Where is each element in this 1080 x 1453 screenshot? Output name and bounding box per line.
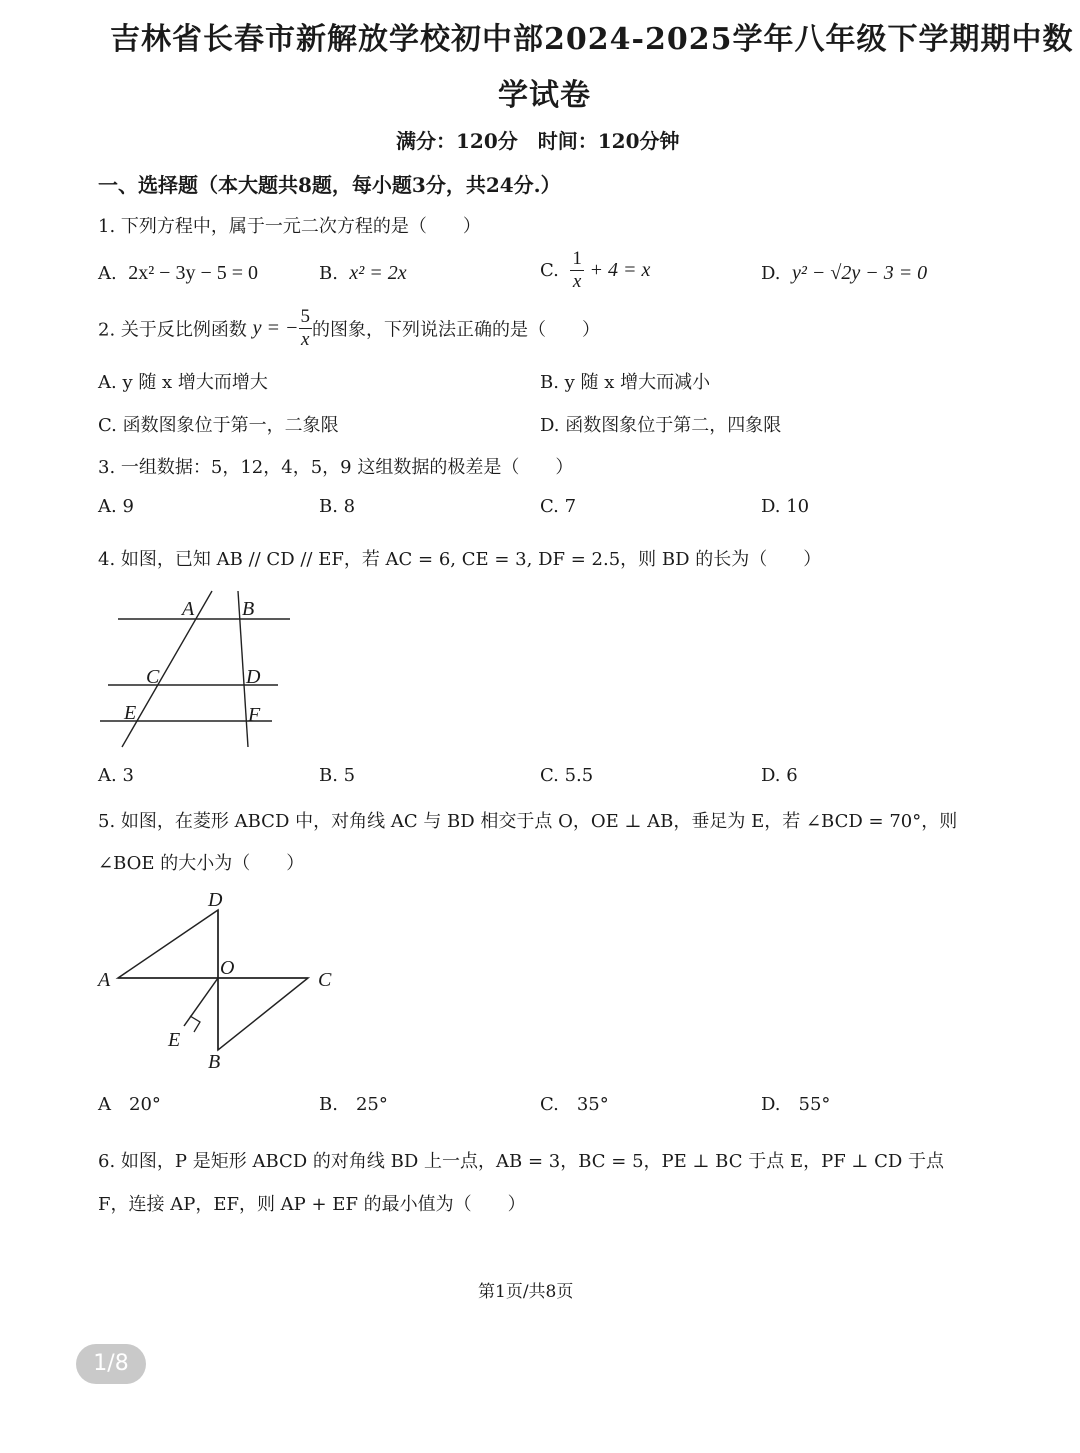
q4-option-c: C. 5.5: [540, 765, 594, 786]
section-heading: 一、选择题（本大题共8题，每小题3分，共24分.）: [98, 173, 561, 197]
q3-option-d: D. 10: [761, 496, 810, 517]
q2-option-c: C. 函数图象位于第一，二象限: [98, 415, 339, 436]
q1-stem: 1. 下列方程中，属于一元二次方程的是（ ）: [98, 216, 481, 237]
label-e: E: [168, 1029, 181, 1051]
q5-option-c: C. 35°: [540, 1094, 609, 1115]
subtitle: 满分：120分 时间：120分钟: [396, 129, 680, 153]
label-c: C: [318, 969, 332, 991]
label-o: O: [220, 957, 235, 979]
q5-stem-line-2: ∠BOE 的大小为（ ）: [98, 853, 305, 874]
label-c: C: [146, 666, 160, 688]
label-e: E: [124, 702, 137, 724]
label-f: F: [248, 704, 261, 726]
q1-option-d: D. y² − √2y − 3 = 0: [761, 262, 928, 284]
q1-c-fraction: $\frac{1}{x}$: [572, 248, 582, 292]
q5-rhombus-figure: [92, 884, 352, 1074]
q3-option-c: C. 7: [540, 496, 577, 517]
title-line-1: 吉林省长春市新解放学校初中部2024-2025学年八年级下学期期中数: [110, 22, 1074, 57]
q2-fraction: $\frac{5}{x}$: [300, 306, 311, 350]
q5-option-d: D. 55°: [761, 1094, 831, 1115]
q5-option-b: B. 25°: [319, 1094, 388, 1115]
label-b: B: [208, 1051, 221, 1073]
q4-option-d: D. 6: [761, 765, 798, 786]
q6-stem-line-1: 6. 如图，P 是矩形 ABCD 的对角线 BD 上一点，AB = 3，BC = 5，PE ⊥ BC 于点 E，PF ⊥ CD 于点: [98, 1151, 944, 1172]
q2-option-b: B. y 随 x 增大而减小: [540, 372, 711, 393]
q4-stem: 4. 如图，已知 AB // CD // EF，若 AC = 6, CE = 3, DF = 2.5，则 BD 的长为（ ）: [98, 549, 822, 570]
segment-oe: [184, 978, 218, 1026]
q5-stem-line-1: 5. 如图，在菱形 ABCD 中，对角线 AC 与 BD 相交于点 O，OE ⊥ AB，垂足为 E，若 ∠BCD = 70°，则: [98, 811, 958, 832]
q5-option-a: A 20°: [98, 1094, 161, 1115]
q1-option-c: C. $\frac{1}{x}$ + 4 = x: [540, 248, 651, 292]
q4-parallel-lines-figure: [96, 585, 296, 755]
q4-option-b: B. 5: [319, 765, 356, 786]
q1-option-b: B. x² = 2x: [319, 262, 407, 284]
q3-stem: 3. 一组数据：5，12，4，5，9 这组数据的极差是（ ）: [98, 457, 574, 478]
q1-option-a: A. 2x² − 3y − 5 = 0: [98, 262, 259, 284]
q6-stem-line-2: F，连接 AP，EF，则 AP + EF 的最小值为（ ）: [98, 1194, 526, 1215]
q3-option-b: B. 8: [319, 496, 356, 517]
label-a: A: [98, 969, 111, 991]
q2-option-d: D. 函数图象位于第二，四象限: [540, 415, 782, 436]
q2-stem: 2. 关于反比例函数 y = − $\frac{5}{x}$ 的图象，下列说法正确的是（ ）: [98, 306, 601, 350]
page-indicator[interactable]: 1/8: [76, 1344, 146, 1384]
q4-option-a: A. 3: [98, 765, 134, 786]
q3-option-a: A. 9: [98, 496, 134, 517]
page-footer: 第1页/共8页: [478, 1282, 574, 1302]
label-b: B: [242, 598, 255, 620]
title-line-2: 学试卷: [498, 78, 591, 113]
q2-option-a: A. y 随 x 增大而增大: [98, 372, 268, 393]
label-d: D: [208, 889, 223, 911]
label-a: A: [182, 598, 195, 620]
rhombus-abcd: [118, 910, 308, 1050]
label-d: D: [246, 666, 261, 688]
right-angle-mark: [190, 1016, 200, 1032]
